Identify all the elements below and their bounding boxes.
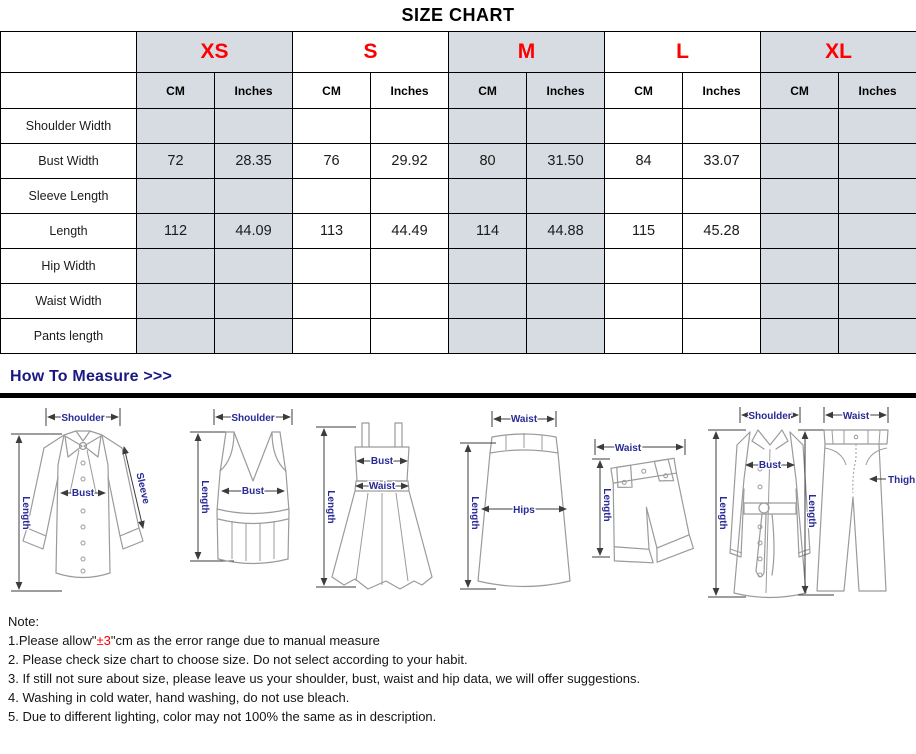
measure-label-length: Length: [806, 494, 817, 528]
size-cell: [293, 319, 371, 354]
size-col-header-xl: XL: [761, 32, 916, 73]
size-cell: [137, 249, 215, 284]
size-cell: [137, 109, 215, 144]
row-label: Hip Width: [1, 249, 137, 284]
measure-label-waist: Waist: [368, 481, 396, 492]
measure-label-waist: Waist: [614, 443, 642, 454]
unit-header-inches: Inches: [215, 73, 293, 109]
size-header-row: [1, 32, 916, 73]
size-cell: 44.88: [527, 214, 605, 249]
size-cell: [605, 109, 683, 144]
size-cell: [683, 284, 761, 319]
size-cell: [605, 284, 683, 319]
shorts-diagram: [588, 401, 706, 603]
size-cell: [371, 179, 449, 214]
measure-label-bust: Bust: [71, 488, 95, 499]
how-to-measure-heading: How To Measure >>>: [10, 368, 173, 385]
table-row: [1, 214, 916, 249]
size-cell: [293, 249, 371, 284]
size-cell: 80: [449, 144, 527, 179]
unit-header-inches: Inches: [683, 73, 761, 109]
size-cell: [215, 109, 293, 144]
note-item-1: [8, 631, 916, 650]
size-cell: [215, 284, 293, 319]
note-item-4: 4. Washing in cold water, hand washing, do not use bleach.: [8, 690, 350, 705]
size-cell: 84: [605, 144, 683, 179]
size-cell: 28.35: [215, 144, 293, 179]
blouse-diagram: [6, 401, 178, 603]
measure-label-shoulder: Shoulder: [61, 413, 105, 424]
size-cell: [371, 319, 449, 354]
measure-label-bust: Bust: [241, 486, 265, 497]
unit-header-cm: CM: [137, 73, 215, 109]
note-item-2: 2. Please check size chart to choose size. Do not select according to your habit.: [8, 652, 468, 667]
notes-heading: Note:: [8, 614, 40, 629]
table-row: [1, 319, 916, 354]
row-label: Sleeve Length: [1, 179, 137, 214]
measure-label-thigh: Thigh: [888, 475, 916, 486]
measure-label-hips: Hips: [513, 505, 535, 516]
measure-label-length: Length: [717, 496, 728, 530]
strap-dress-diagram: [310, 401, 455, 603]
size-cell: [449, 319, 527, 354]
size-cell: [215, 249, 293, 284]
size-cell: [371, 109, 449, 144]
unit-header-inches: Inches: [527, 73, 605, 109]
unit-header-cm: CM: [761, 73, 839, 109]
unit-header-inches: Inches: [839, 73, 916, 109]
row-label: Bust Width: [1, 144, 137, 179]
size-cell: [761, 109, 839, 144]
size-cell: 113: [293, 214, 371, 249]
size-cell: [683, 109, 761, 144]
size-col-header-s: S: [293, 32, 449, 73]
note-1-suffix: "cm as the error range due to manual measure: [110, 633, 380, 648]
size-cell: 72: [137, 144, 215, 179]
size-cell: [137, 319, 215, 354]
size-cell: [293, 284, 371, 319]
row-label: Waist Width: [1, 284, 137, 319]
size-cell: [137, 284, 215, 319]
measure-label-shoulder: Shoulder: [748, 411, 792, 422]
size-cell: [839, 319, 916, 354]
size-cell: [761, 144, 839, 179]
size-cell: 29.92: [371, 144, 449, 179]
size-cell: 31.50: [527, 144, 605, 179]
size-cell: [293, 179, 371, 214]
size-cell: [449, 179, 527, 214]
size-cell: [761, 214, 839, 249]
page-title: SIZE CHART: [401, 5, 515, 25]
size-cell: [761, 284, 839, 319]
size-cell: [527, 284, 605, 319]
measure-label-bust: Bust: [758, 460, 782, 471]
size-col-header-xs: XS: [137, 32, 293, 73]
size-cell: [371, 284, 449, 319]
size-chart-table: [0, 31, 916, 354]
size-cell: [215, 179, 293, 214]
size-cell: [527, 319, 605, 354]
note-item-5: 5. Due to different lighting, color may not 100% the same as in description.: [8, 709, 437, 724]
size-cell: [605, 249, 683, 284]
note-1-prefix: 1.Please allow": [8, 633, 97, 648]
measure-label-length: Length: [199, 480, 210, 514]
measure-label-length: Length: [20, 496, 31, 530]
size-cell: [839, 284, 916, 319]
skirt-diagram: [452, 401, 587, 603]
size-cell: [761, 179, 839, 214]
table-row: [1, 179, 916, 214]
unit-header-cm: CM: [293, 73, 371, 109]
measure-label-shoulder: Shoulder: [231, 413, 275, 424]
size-cell: [761, 319, 839, 354]
size-cell: [839, 214, 916, 249]
table-row: [1, 284, 916, 319]
size-cell: [215, 319, 293, 354]
unit-header-cm: CM: [449, 73, 527, 109]
corner-cell: [1, 73, 137, 109]
measure-label-waist: Waist: [510, 414, 538, 425]
size-cell: [449, 249, 527, 284]
corner-cell: [1, 32, 137, 73]
size-cell: [683, 179, 761, 214]
size-cell: 33.07: [683, 144, 761, 179]
measure-diagrams: [0, 401, 916, 604]
unit-header-cm: CM: [605, 73, 683, 109]
size-cell: [761, 249, 839, 284]
measure-label-length: Length: [325, 490, 336, 524]
size-cell: [137, 179, 215, 214]
size-cell: [839, 249, 916, 284]
unit-header-row: [1, 73, 916, 109]
size-cell: 44.09: [215, 214, 293, 249]
measure-label-sleeve: Sleeve: [133, 471, 152, 506]
size-cell: 114: [449, 214, 527, 249]
row-label: Shoulder Width: [1, 109, 137, 144]
size-cell: 44.49: [371, 214, 449, 249]
size-cell: [839, 109, 916, 144]
size-col-header-m: M: [449, 32, 605, 73]
size-cell: [449, 109, 527, 144]
row-label: Length: [1, 214, 137, 249]
measure-label-waist: Waist: [842, 411, 870, 422]
size-cell: 112: [137, 214, 215, 249]
size-cell: [293, 109, 371, 144]
size-cell: [527, 109, 605, 144]
sleeveless-top-diagram: [184, 401, 309, 603]
size-cell: [449, 284, 527, 319]
size-cell: [839, 144, 916, 179]
size-cell: 45.28: [683, 214, 761, 249]
measure-label-bust: Bust: [370, 456, 394, 467]
size-cell: [527, 249, 605, 284]
section-divider: [0, 393, 916, 398]
note-item-3: 3. If still not sure about size, please leave us your shoulder, bust, waist and hip data, we will offer suggestions.: [8, 671, 641, 686]
measure-label-length: Length: [469, 496, 480, 530]
size-cell: [371, 249, 449, 284]
size-cell: 115: [605, 214, 683, 249]
size-cell: [683, 319, 761, 354]
size-col-header-l: L: [605, 32, 761, 73]
row-label: Pants length: [1, 319, 137, 354]
note-1-tolerance: ±3: [96, 633, 111, 648]
table-row: [1, 144, 916, 179]
table-row: [1, 249, 916, 284]
size-cell: [527, 179, 605, 214]
measure-label-length: Length: [601, 488, 612, 522]
notes-section: [0, 604, 916, 726]
size-cell: 76: [293, 144, 371, 179]
unit-header-inches: Inches: [371, 73, 449, 109]
size-cell: [839, 179, 916, 214]
table-row: [1, 109, 916, 144]
size-cell: [605, 319, 683, 354]
size-cell: [683, 249, 761, 284]
size-cell: [605, 179, 683, 214]
pants-diagram: [792, 401, 916, 603]
